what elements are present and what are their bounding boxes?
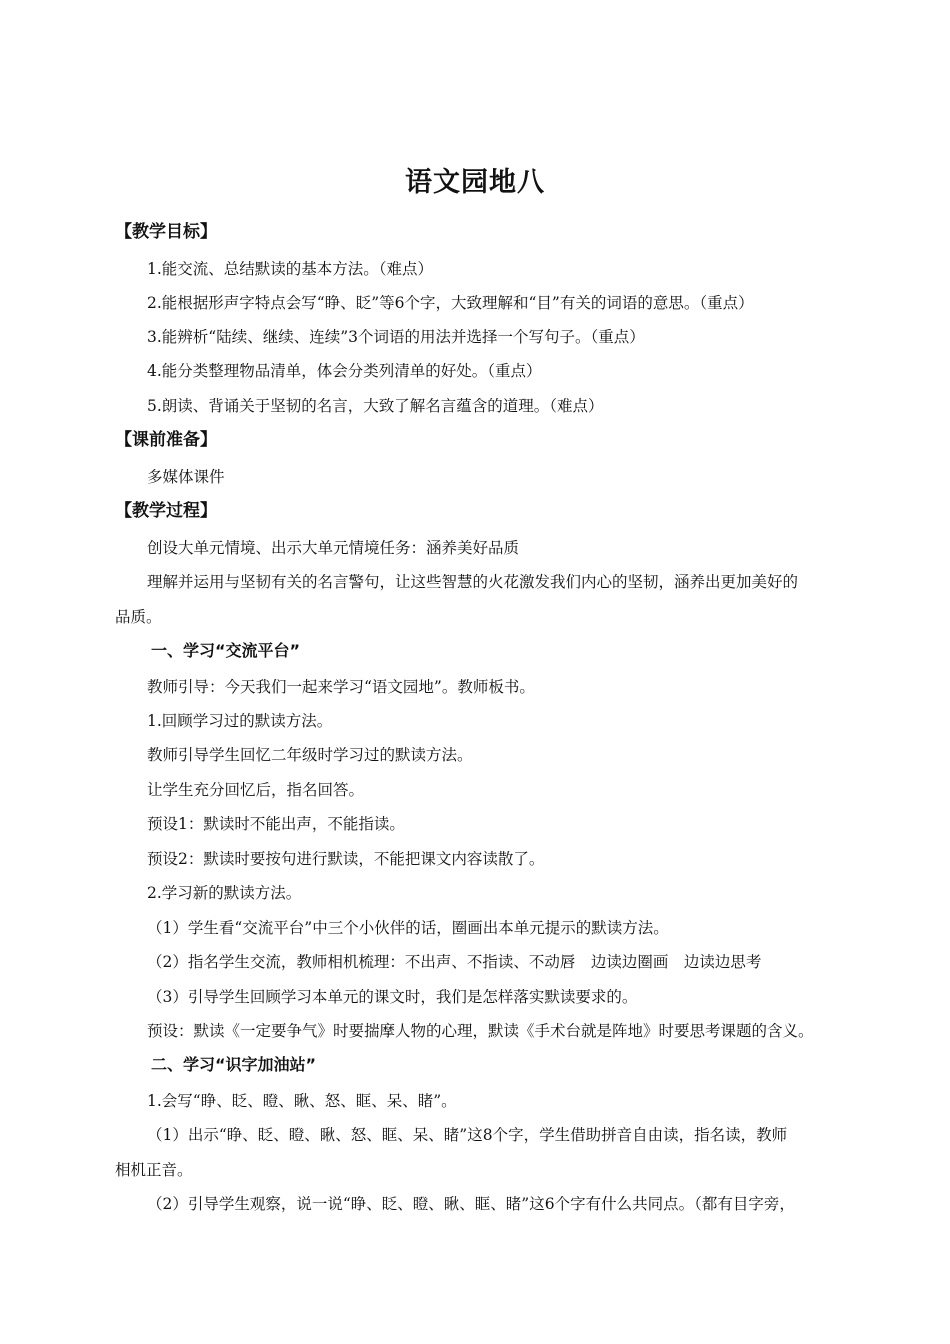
- part1-line: 预设2：默读时要按句进行默读，不能把课文内容读散了。: [147, 850, 545, 868]
- part1-line: （1）学生看“交流平台”中三个小伙伴的话，圈画出本单元提示的默读方法。: [147, 919, 669, 937]
- part2-heading: 二、学习“识字加油站”: [151, 1055, 317, 1074]
- part2-line: （2）引导学生观察，说一说“睁、眨、瞪、瞅、眶、睹”这6个字有什么共同点。（都有目字旁，: [147, 1195, 795, 1213]
- goal-item: 5.朗读、背诵关于坚韧的名言，大致了解名言蕴含的道理。（难点）: [147, 397, 604, 415]
- process-intro: 创设大单元情境、出示大单元情境任务：涵养美好品质: [147, 539, 520, 557]
- prep-heading: 【课前准备】: [115, 430, 217, 450]
- part1-line: （2）指名学生交流，教师相机梳理：不出声、不指读、不动唇 边读边圈画 边读边思考: [147, 953, 762, 971]
- goal-item: 4.能分类整理物品清单，体会分类列清单的好处。（重点）: [147, 362, 542, 380]
- document-title: 语文园地八: [405, 167, 545, 198]
- goals-heading: 【教学目标】: [115, 222, 217, 242]
- part1-heading: 一、学习“交流平台”: [151, 641, 301, 660]
- part1-line: 教师引导：今天我们一起来学习“语文园地”。教师板书。: [147, 678, 535, 696]
- prep-text: 多媒体课件: [147, 468, 225, 486]
- part2-line: 1.会写“睁、眨、瞪、瞅、怒、眶、呆、睹”。: [147, 1092, 457, 1110]
- process-paragraph-line: 品质。: [115, 608, 162, 626]
- goal-item: 3.能辨析“陆续、继续、连续”3个词语的用法并选择一个写句子。（重点）: [147, 328, 645, 346]
- part2-line: 相机正音。: [115, 1161, 193, 1179]
- part1-line: 让学生充分回忆后，指名回答。: [147, 781, 365, 799]
- process-heading: 【教学过程】: [115, 501, 217, 521]
- part1-line: 预设：默读《一定要争气》时要揣摩人物的心理，默读《手术台就是阵地》时要思考课题的含义。: [147, 1022, 814, 1040]
- part1-line: （3）引导学生回顾学习本单元的课文时，我们是怎样落实默读要求的。: [147, 988, 638, 1006]
- goal-item: 1.能交流、总结默读的基本方法。（难点）: [147, 260, 434, 278]
- goal-item: 2.能根据形声字特点会写“睁、眨”等6个字，大致理解和“目”有关的词语的意思。（重点）: [147, 294, 754, 312]
- process-paragraph-line: 理解并运用与坚韧有关的名言警句，让这些智慧的火花激发我们内心的坚韧，涵养出更加美好的: [147, 573, 799, 591]
- part1-line: 1.回顾学习过的默读方法。: [147, 712, 333, 730]
- part2-line: （1）出示“睁、眨、瞪、瞅、怒、眶、呆、睹”这8个字，学生借助拼音自由读，指名读，教师: [147, 1126, 788, 1144]
- part1-line: 2.学习新的默读方法。: [147, 884, 302, 902]
- part1-line: 教师引导学生回忆二年级时学习过的默读方法。: [147, 746, 473, 764]
- part1-line: 预设1：默读时不能出声，不能指读。: [147, 815, 405, 833]
